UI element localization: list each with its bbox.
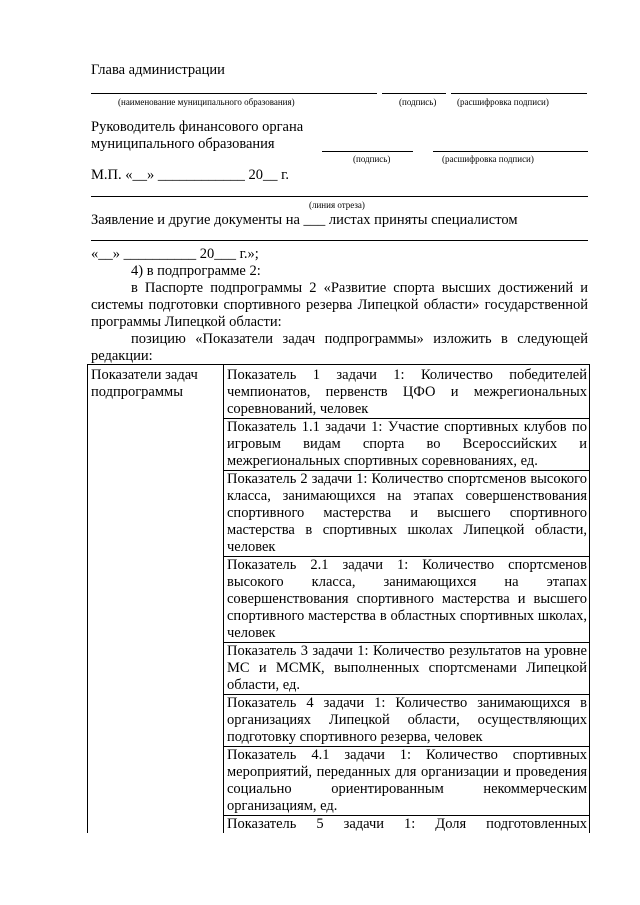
finance-title-line2: муниципального образования — [91, 136, 275, 152]
indicator-item: Показатель 3 задачи 1: Количество результатов на уровне МС и МСМК, выполненных спортсменами Липецкой области, ед. — [224, 642, 589, 694]
indicator-item: Показатель 4.1 задачи 1: Количество спортивных мероприятий, переданных для организации и проведения социально ориентированным некоммерческим организациям, ед. — [224, 746, 589, 815]
paragraph-position: позицию «Показатели задач подпрограммы» изложить в следующей редакции: — [91, 331, 588, 364]
indicators-label: Показатели задач подпрограммы — [91, 367, 198, 400]
indicator-item: Показатель 1 задачи 1: Количество победителей чемпионатов, первенств ЦФО и межрегиональных соревнований, человек — [227, 367, 587, 417]
indicator-item: Показатель 2.1 задачи 1: Количество спортсменов высокого класса, занимающихся на этапах совершенствования спортивного мастерства и высшего спортивного мастерства в областных спортивных школах, человек — [224, 556, 589, 642]
accepted-line — [91, 240, 588, 241]
paragraph-passport: в Паспорте подпрограммы 2 «Развитие спорта высших достижений и системы подготовки спортивного резерва Липецкой области» государственной программы Липецкой области: — [91, 280, 588, 330]
indicator-item: Показатель 2 задачи 1: Количество спортсменов высокого класса, занимающихся на этапах совершенствования спортивного мастерства и высшего спортивного мастерства в спортивных школах Липецкой области, человек — [224, 470, 589, 556]
seal-date: М.П. «__» ____________ 20__ г. — [91, 167, 290, 183]
head-title: Глава администрации — [91, 62, 225, 78]
item-4: 4) в подпрограмме 2: — [131, 263, 261, 279]
indicator-item: Показатель 5 задачи 1: Доля подготовленных — [224, 815, 589, 833]
finance-signature-line — [322, 151, 413, 152]
head-signature-caption: (подпись) — [399, 97, 437, 107]
indicators-content-cell — [224, 365, 590, 834]
finance-decoding-line — [433, 151, 588, 152]
finance-decoding-caption: (расшифровка подписи) — [442, 154, 534, 164]
accepted-date: «__» __________ 20___ г.»; — [91, 246, 259, 262]
finance-title-line1: Руководитель финансового органа — [91, 119, 304, 135]
head-decoding-line — [451, 93, 587, 94]
finance-signature-caption: (подпись) — [353, 154, 391, 164]
head-signature-line — [382, 93, 446, 94]
cut-line-caption: (линия отреза) — [309, 200, 365, 210]
indicators-label-cell — [88, 365, 224, 834]
cut-line — [91, 196, 588, 197]
head-decoding-caption: (расшифровка подписи) — [457, 97, 549, 107]
head-name-line — [91, 93, 377, 94]
indicators-table — [87, 364, 590, 833]
indicator-item: Показатель 1.1 задачи 1: Участие спортивных клубов по игровым видам спорта во Всероссийских и межрегиональных спортивных соревнованиях, ед. — [224, 418, 589, 470]
accepted-text: Заявление и другие документы на ___ листах приняты специалистом — [91, 212, 518, 228]
indicator-item: Показатель 4 задачи 1: Количество занимающихся в организациях Липецкой области, осуществляющих подготовку спортивного резерва, человек — [224, 694, 589, 746]
head-name-caption: (наименование муниципального образования) — [118, 97, 295, 107]
